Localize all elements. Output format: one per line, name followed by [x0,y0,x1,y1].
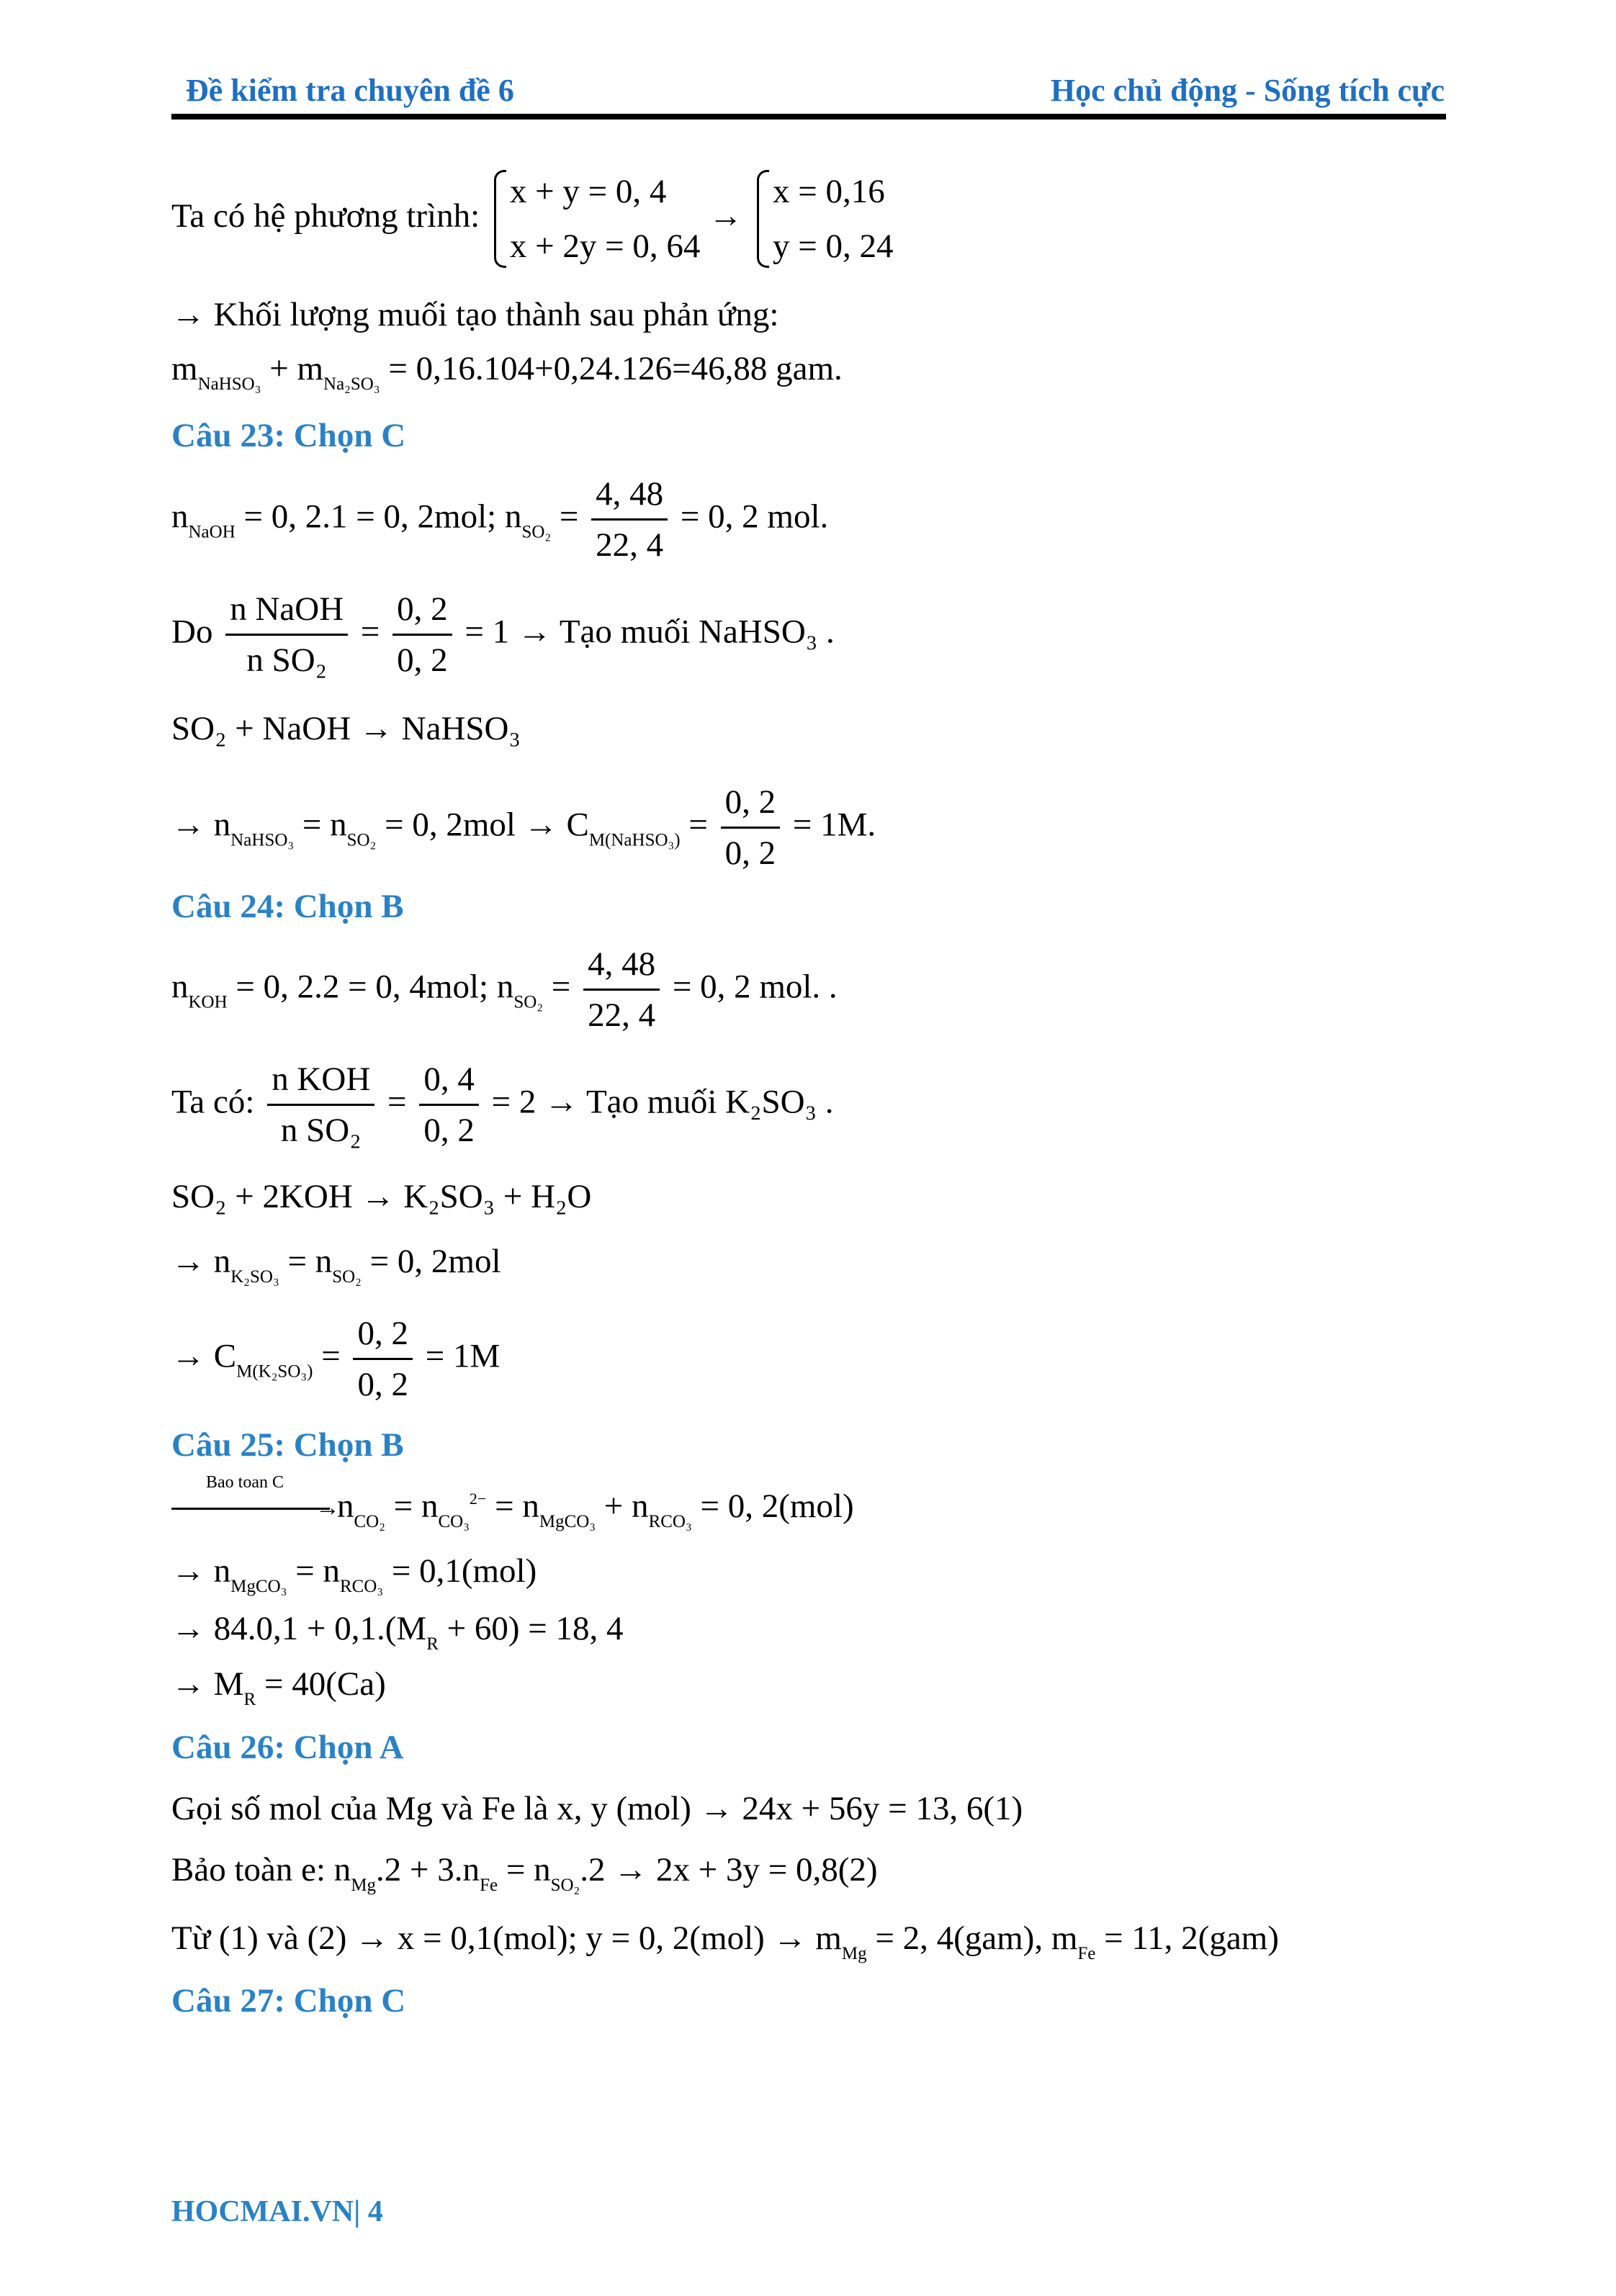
fraction: $\frac{\text{n NaOH}}{\text{n SO₂}}$ [225,585,348,685]
formula-line: → $n_{NaHSO_3} = n_{SO_2} = 0$, $2mol \to C_{M(NaHSO_3)}$ = $\frac{0, 2}{0, 2}$ = 1M. [171,778,876,878]
formula-line: $m_{NaHSO_3} + m_{Na_2SO_3} = 0,16.104+0,24.126=46,88$ gam. [171,350,843,394]
formula-line: → $n_{K_2SO_3} = n_{SO_2} = 0$, 2mol [171,1243,501,1287]
formula-line: → $84.0,1 + 0,1.(M_R + 60) = 18$, 4 [171,1610,624,1654]
formula-line: → $M_R = 40(Ca)$ [171,1665,386,1709]
equation: y = 0, 24 [772,228,894,265]
formula-line: → $n_{MgCO_3} = n_{RCO_3} = 0,1(mol)$ [171,1552,537,1596]
footer-page-label: HOCMAI.VN| 4 [171,2195,383,2228]
equation-solution [751,164,894,274]
text-line: → Khối lượng muối tạo thành sau phản ứng: [171,296,779,333]
equation-system [488,164,701,274]
formula-line: Từ (1) và (2) → x = 0,1(mol); y = 0, $2(mol) \to m_{Mg} = 2$, 4(gam), $m_{Fe} = 11$, 2(gam) [171,1919,1279,1963]
fraction: $\frac{0, 2}{0, 2}$ [392,585,452,685]
fraction: $\frac{0, 2}{0, 2}$ [721,778,781,878]
question-heading: Câu 23: Chọn C [171,417,406,454]
text-line: Gọi số mol của Mg và Fe là x, y (mol) → 24x + 56y = 13, 6(1) [171,1790,1023,1827]
reaction-equation: SO₂ + 2KOH → K₂SO₃ + H₂O [171,1178,592,1215]
fraction: $\frac{\text{n KOH}}{\text{n SO₂}}$ [267,1055,374,1155]
labeled-arrow: Bao toan C → [171,1495,337,1523]
formula-line: → $C_{M(K_2SO_3)}$ = $\frac{0, 2}{0, 2}$ = 1M [171,1309,500,1409]
fraction: $\frac{0, 4}{0, 2}$ [419,1055,479,1155]
fraction: $\frac{0, 2}{0, 2}$ [353,1309,413,1409]
equation: x + 2y = 0, 64 [509,228,701,265]
arrow: → [709,197,743,235]
formula-line: $n_{KOH} = 0$, 2.2 = 0, 4mol; $n_{SO_2}$ = $\frac{4, 48}{22, 4}$ = 0, 2 mol. . [171,940,838,1040]
equation: x + y = 0, 4 [509,173,667,210]
formula-line: Do $\frac{\text{n NaOH}}{\text{n SO₂}}$ = $\frac{0, 2}{0, 2}$ = 1 → Tạo muối NaHSO₃ . [171,585,835,685]
formula-line: $n_{NaOH} = 0$, 2.1 = 0, 2mol; $n_{SO_2}$ = $\frac{4, 48}{22, 4}$ = 0, 2 mol. [171,469,828,570]
formula-line: Bảo toàn e: $n_{Mg}.2 + 3.n_{Fe} = n_{SO_2}.2 \to 2x + 3y = 0,8(2)$ [171,1851,878,1895]
question-heading: Câu 26: Chọn A [171,1729,404,1766]
header-slogan: Học chủ động - Sống tích cực [1050,73,1445,108]
question-heading: Câu 27: Chọn C [171,1982,406,2020]
text: Ta có hệ phương trình: [171,197,480,235]
header-title: Đề kiểm tra chuyên đề 6 [186,73,514,108]
question-heading: Câu 25: Chọn B [171,1426,404,1464]
formula-line: Bao toan C → $n_{CO_2} = n_{CO_3}^{2-} = n_{MgCO_3} + n_{RCO_3} = 0$, 2(mol) [171,1487,854,1532]
fraction: $\frac{4, 48}{22, 4}$ [583,940,660,1040]
fraction: $\frac{4, 48}{22, 4}$ [591,469,668,570]
formula-line: Ta có: $\frac{\text{n KOH}}{\text{n SO₂}}$ = $\frac{0, 4}{0, 2}$ = 2 → Tạo muối K₂SO₃ . [171,1055,833,1155]
header-rule [171,114,1446,120]
question-heading: Câu 24: Chọn B [171,888,404,925]
equation: x = 0,16 [772,173,885,210]
reaction-equation: SO₂ + NaOH → NaHSO₃ [171,710,521,747]
equation-system-line [171,164,893,274]
